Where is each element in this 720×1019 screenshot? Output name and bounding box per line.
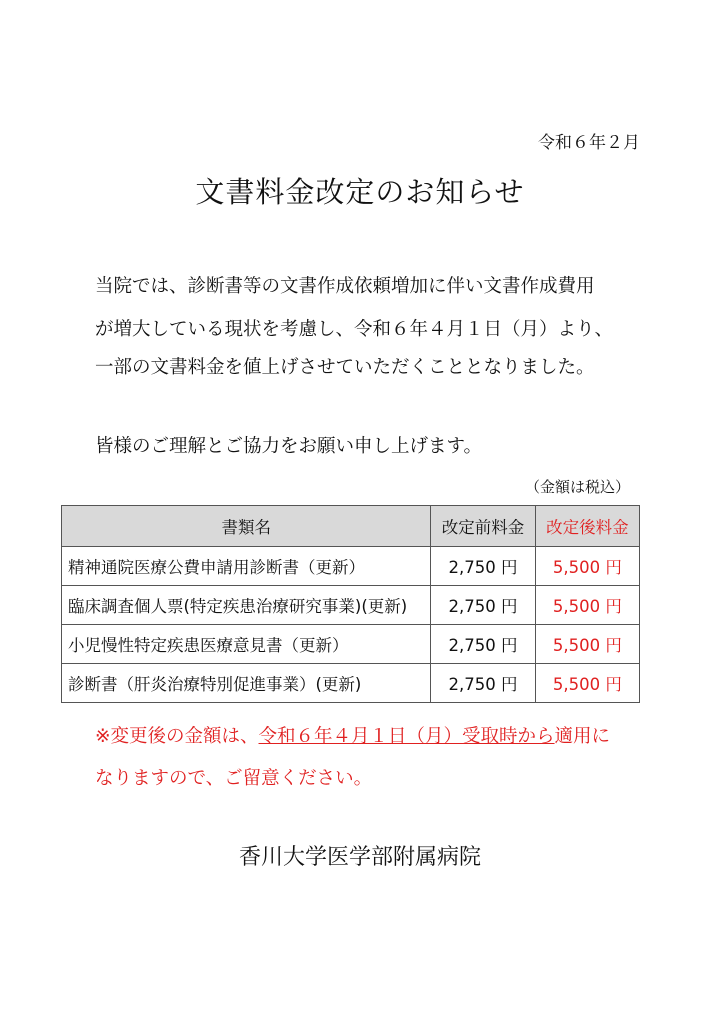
tax-note: （金額は税込） <box>524 478 630 496</box>
fee-after: 5,500 円 <box>535 547 639 586</box>
body-line-2: が増大している現状を考慮し、令和６年４月１日（月）より、 <box>95 319 614 340</box>
warning-prefix: ※変更後の金額は、 <box>95 726 259 747</box>
warning-line-2: なりますので、ご留意ください。 <box>95 768 373 789</box>
table-row <box>62 586 640 625</box>
document-name: 臨床調査個人票(特定疾患治療研究事業)(更新) <box>62 586 431 625</box>
fee-before: 2,750 円 <box>431 586 535 625</box>
table-row <box>62 625 640 664</box>
header-fee-before: 改定前料金 <box>431 506 535 547</box>
fee-before: 2,750 円 <box>431 625 535 664</box>
notice-title: 文書料金改定のお知らせ <box>195 175 525 209</box>
body-line-1: 当院では、診断書等の文書作成依頼増加に伴い文書作成費用 <box>95 276 595 297</box>
fee-table-header-row <box>62 506 640 547</box>
fee-before: 2,750 円 <box>431 547 535 586</box>
warning-effective-date: 令和６年４月１日（月）受取時から <box>258 726 555 747</box>
issuer-name: 香川大学医学部附属病院 <box>238 845 481 870</box>
document-name: 小児慢性特定疾患医療意見書（更新） <box>62 625 431 664</box>
fee-after: 5,500 円 <box>535 586 639 625</box>
warning-suffix: 適用に <box>554 726 611 747</box>
warning-line-1 <box>95 722 610 748</box>
fee-table <box>61 505 640 703</box>
document-name: 精神通院医療公費申請用診断書（更新） <box>62 547 431 586</box>
notice-date: 令和６年２月 <box>538 133 640 153</box>
fee-before: 2,750 円 <box>431 664 535 703</box>
body-line-3: 一部の文書料金を値上げさせていただくこととなりました。 <box>95 357 595 378</box>
table-row <box>62 547 640 586</box>
fee-after: 5,500 円 <box>535 625 639 664</box>
fee-after: 5,500 円 <box>535 664 639 703</box>
header-document-name: 書類名 <box>62 506 431 547</box>
table-row <box>62 664 640 703</box>
header-fee-after: 改定後料金 <box>535 506 639 547</box>
document-name: 診断書（肝炎治療特別促進事業）(更新) <box>62 664 431 703</box>
request-line: 皆様のご理解とご協力をお願い申し上げます。 <box>95 436 483 457</box>
